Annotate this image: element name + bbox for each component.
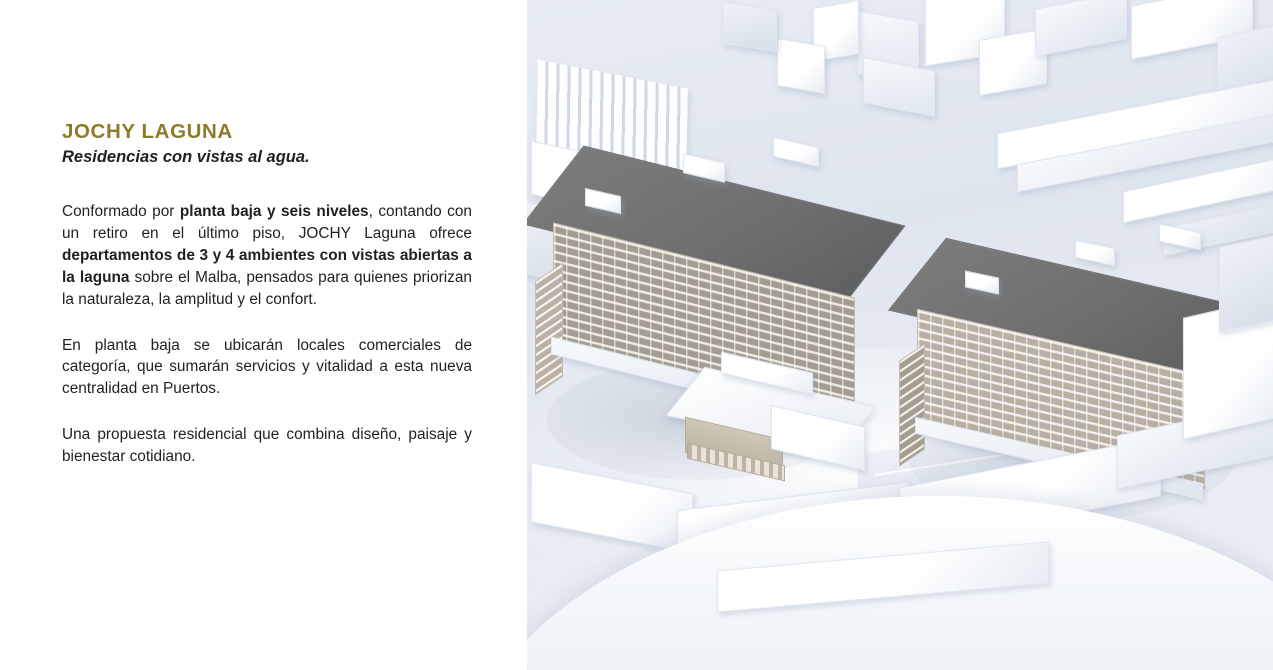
paragraph-closing: Una propuesta residencial que combina diseño, paisaje y bienestar cotidiano. — [62, 426, 472, 466]
tower-a-roof-unit-3 — [773, 137, 819, 168]
massing-block-bg-8 — [1035, 0, 1127, 57]
clubhouse-building — [675, 358, 905, 488]
paragraph-features — [62, 201, 472, 310]
architectural-render-image — [527, 0, 1273, 670]
render-scene — [527, 0, 1273, 670]
paragraph-commercial: En planta baja se ubicarán locales comerciales de categoría, que sumarán servicios y vitalidad a esta nueva centralidad en Puertos. — [62, 336, 472, 398]
massing-block-bg-5 — [777, 38, 825, 94]
paragraph-1-bold-2: departamentos de 3 y 4 ambientes con vistas abiertas a la laguna — [62, 246, 472, 286]
tower-a-facade-end — [535, 263, 563, 396]
page-title: JOCHY LAGUNA — [62, 120, 233, 143]
massing-block-bg-6 — [723, 2, 777, 53]
text-block — [62, 120, 472, 468]
tower-a-end-floor-lines — [536, 264, 562, 394]
massing-foreground-6 — [1219, 233, 1273, 333]
paragraph-1-part-2: , contando con un retiro en el último piso, JOCHY Laguna ofrece — [62, 203, 472, 243]
paragraph-1-part-3: sobre el Malba, pensados para quienes priorizan la naturaleza, la amplitud y el confort. — [62, 268, 472, 308]
paragraph-1-part-1: Conformado por — [62, 203, 180, 221]
text-panel — [0, 0, 527, 670]
tower-b-roof-unit-2 — [1075, 240, 1115, 267]
page-subtitle: Residencias con vistas al agua. — [62, 147, 310, 166]
paragraph-1-bold-1: planta baja y seis niveles — [179, 203, 369, 221]
